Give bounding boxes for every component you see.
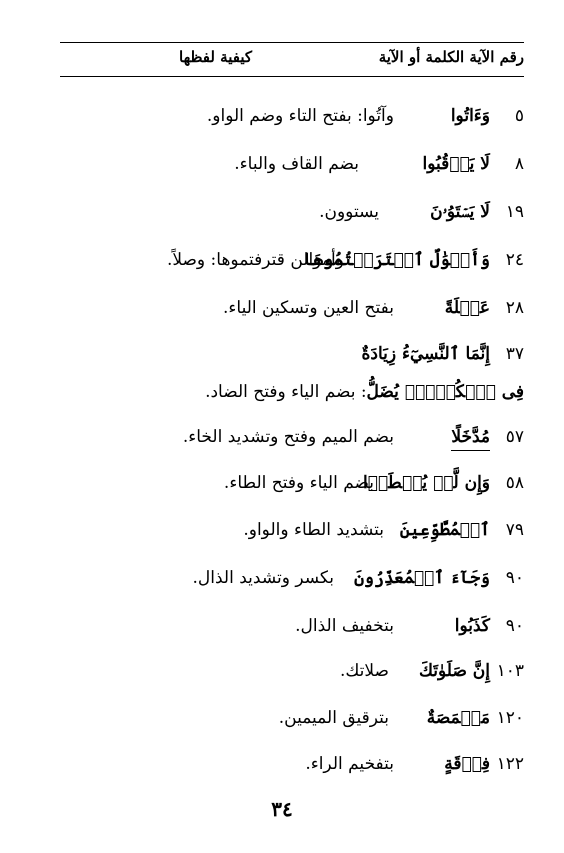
quran-word: مُدَّخَلًا xyxy=(451,425,490,451)
pronunciation-text: وأموالن قترفتموها: وصلاً. xyxy=(166,250,344,270)
verse-number: ١٢٢ xyxy=(496,754,524,774)
quran-word: وَأَمۡوَٰلٌ ٱقۡتَرَفۡتُمُوهَا xyxy=(303,250,490,270)
verse-number: ٩٠ xyxy=(505,616,524,636)
quran-word: عَيۡلَةً xyxy=(444,298,490,318)
verse-number: ٥ xyxy=(514,106,524,126)
quran-word: فِى ٱلۡكُفۡرِۖ يُضَلُّ xyxy=(366,382,524,402)
quran-word: فِرۡقَةٍ xyxy=(444,754,490,774)
header-verse-column: رقم الآية الكلمة أو الآية xyxy=(378,48,524,66)
pronunciation-text: بضم الياء وفتح الطاء. xyxy=(223,473,374,493)
pronunciation-text: يستوون. xyxy=(319,202,379,222)
verse-number: ١٩ xyxy=(505,202,524,222)
quran-word: لَا يَرۡقُبُوا xyxy=(422,154,490,174)
table-header xyxy=(60,48,524,74)
verse-number: ١٢٠ xyxy=(496,708,524,728)
verse-number: ٨ xyxy=(514,154,524,174)
quran-word: لَا يَسۡتَوُۥنَ xyxy=(430,202,490,222)
pronunciation-text: بكسر وتشديد الذال. xyxy=(192,568,334,588)
quran-word: إِنَّ صَلَوٰتَكَ xyxy=(418,661,490,681)
quran-word: إِنَّمَا ٱلنَّسِيٓءُ زِيَادَةٌ xyxy=(361,344,490,364)
quran-word: وَإِن لَّمۡ يُعۡطَوۡا xyxy=(362,473,490,493)
verse-number: ٩٠ xyxy=(505,568,524,588)
quran-word: مَخۡمَصَةٌ xyxy=(426,708,490,728)
header-pronunciation-column: كيفية لفظها xyxy=(179,48,252,66)
header-rule xyxy=(60,76,524,77)
quran-word: وَءَاتُوا xyxy=(450,106,490,126)
verse-number: ٥٨ xyxy=(505,473,524,493)
quran-word: كَذَبُوا xyxy=(454,616,490,636)
pronunciation-text: يُضل: بضم الياء وفتح الضاد. xyxy=(205,382,399,402)
pronunciation-text: بتفخيم الراء. xyxy=(305,754,394,774)
verse-number: ٧٩ xyxy=(505,520,524,540)
pronunciation-text: بضم الميم وفتح وتشديد الخاء. xyxy=(182,427,394,447)
verse-number: ٥٧ xyxy=(505,427,524,447)
page-number: ٣٤ xyxy=(271,797,293,821)
verse-number: ٢٨ xyxy=(505,298,524,318)
pronunciation-text: بترقيق الميمين. xyxy=(278,708,389,728)
verse-number: ٣٧ xyxy=(505,344,524,364)
pronunciation-text: بتشديد الطاء والواو. xyxy=(243,520,384,540)
quran-word: وَجَآءَ ٱلۡمُعَذِّرُونَ xyxy=(354,568,490,588)
verse-number: ١٠٣ xyxy=(496,661,524,681)
pronunciation-text: صلاتك. xyxy=(339,661,389,681)
pronunciation-text: وآتُوا: بفتح التاء وضم الواو. xyxy=(206,106,394,126)
pronunciation-text: بضم القاف والباء. xyxy=(234,154,359,174)
top-rule xyxy=(60,42,524,43)
pronunciation-text: بفتح العين وتسكين الياء. xyxy=(223,298,394,318)
verse-number: ٢٤ xyxy=(505,250,524,270)
pronunciation-text: بتخفيف الذال. xyxy=(295,616,394,636)
quran-word: ٱلۡمُطَّوِّعِينَ xyxy=(399,520,490,540)
